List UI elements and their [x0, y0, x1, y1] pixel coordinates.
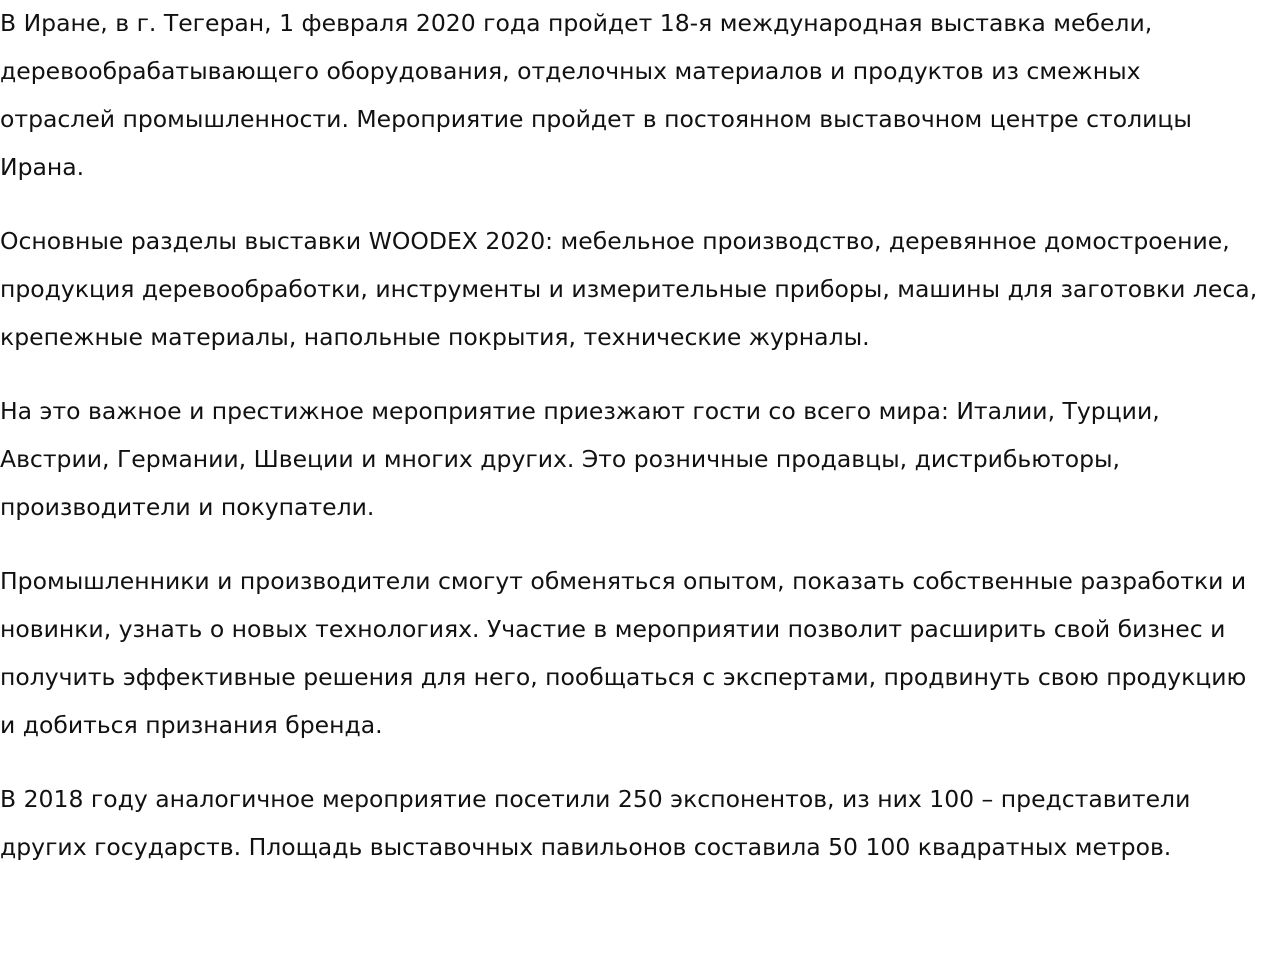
paragraph-guests: На это важное и престижное мероприятие приезжают гости со всего мира: Италии, Турции, Австрии, Германии, Швеции и многих других. Это розничные продавцы, дистрибьюторы, производители и покупатели. — [0, 397, 1160, 521]
paragraph-sections: Основные разделы выставки WOODEX 2020: мебельное производство, деревянное домостроение, продукция деревообработки, инструменты и измерительные приборы, машины для заготовки леса, крепежные материалы, напольные покрытия, технические журналы. — [0, 227, 1258, 351]
paragraph-intro: В Иране, в г. Тегеран, 1 февраля 2020 года пройдет 18-я международная выставка мебели, деревообрабатывающего оборудования, отделочных материалов и продуктов из смежных отраслей промышленности. Мероприятие пройдет в постоянном выставочном центре столицы Ирана. — [0, 9, 1192, 181]
paragraph-statistics: В 2018 году аналогичное мероприятие посетили 250 экспонентов, из них 100 – представители других государств. Площадь выставочных павильонов составила 50 100 квадратных метров. — [0, 785, 1191, 861]
paragraph-benefits: Промышленники и производители смогут обменяться опытом, показать собственные разработки и новинки, узнать о новых технологиях. Участие в мероприятии позволит расширить свой бизнес и получить эффективные решения для него, пообщаться с экспертами, продвинуть свою продукцию и добиться признания бренда. — [0, 567, 1247, 739]
